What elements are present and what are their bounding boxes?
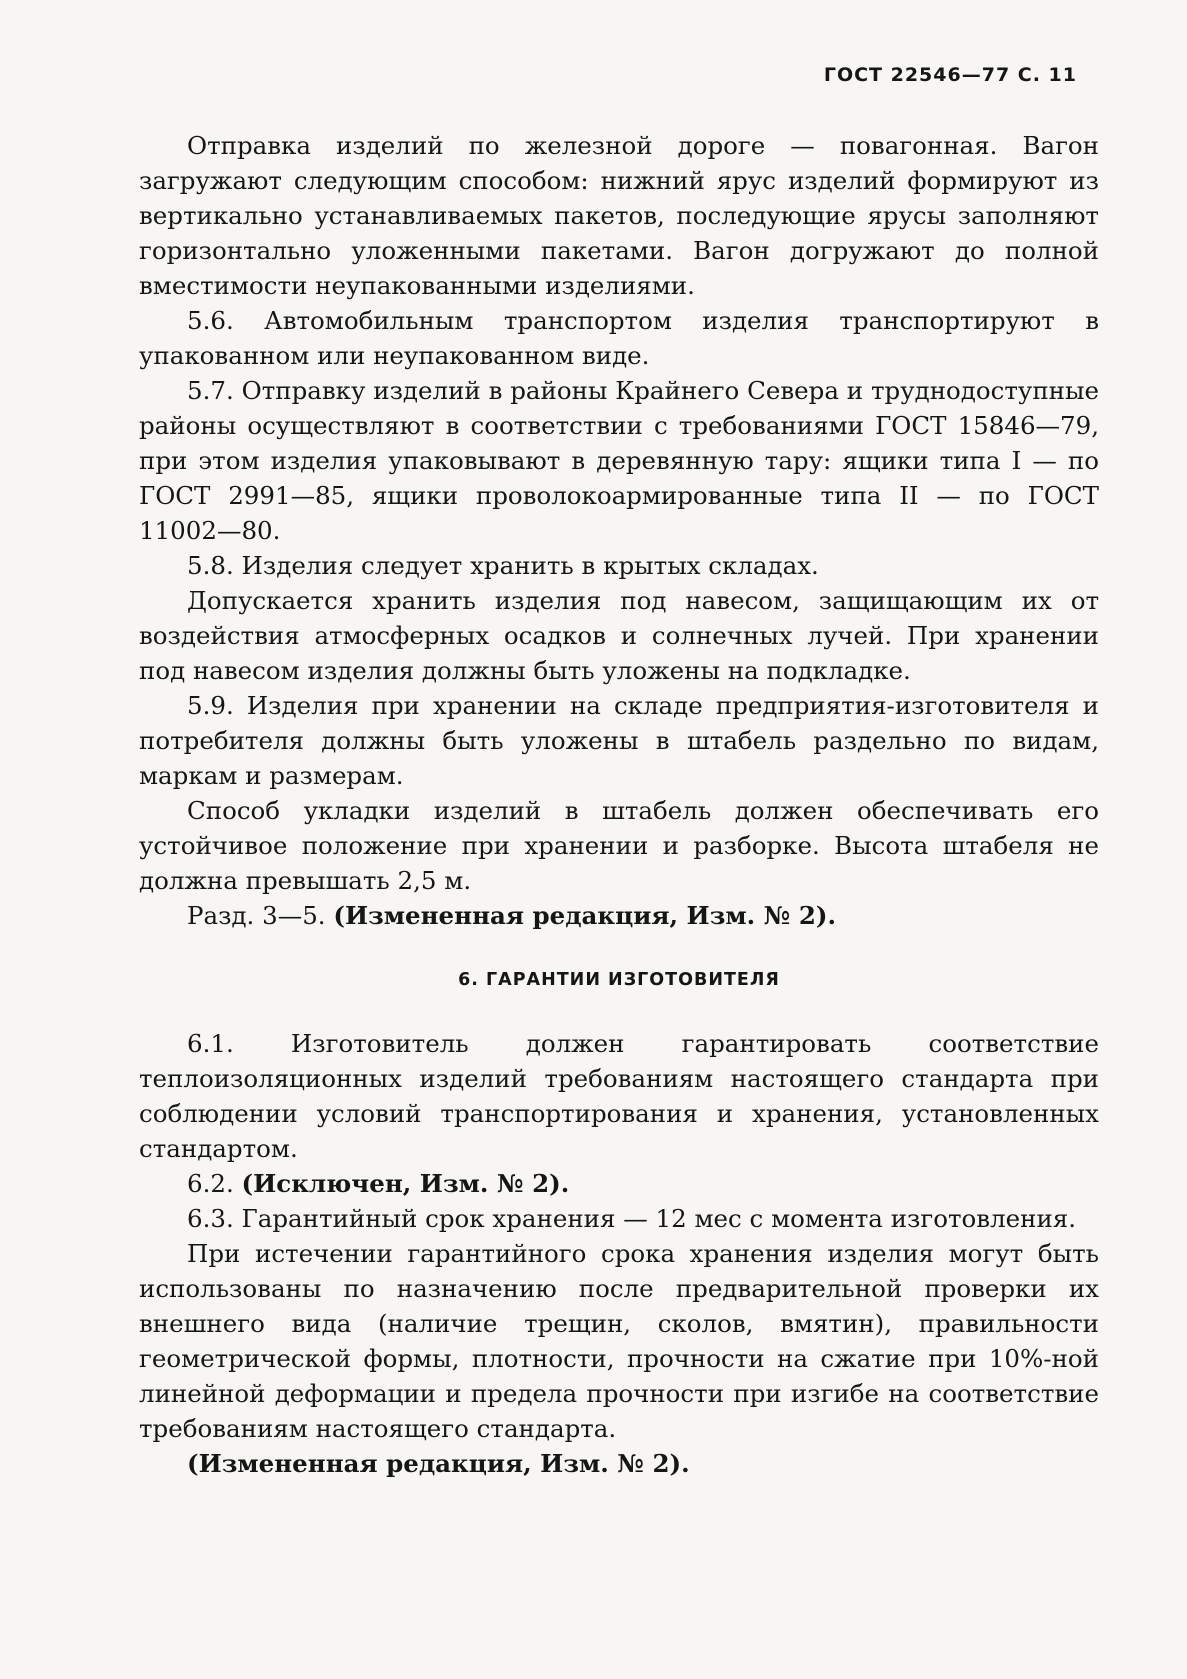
paragraph-5-9: 5.9. Изделия при хранении на складе предприятия-изготовителя и потребителя должны быть уложены в штабель раздельно по видам, маркам и размерам. [139,691,1099,790]
body-text [139,128,1099,1481]
paragraph-rail-shipment: Отправка изделий по железной дороге — повагонная. Вагон загружают следующим способом: нижний ярус изделий формируют из вертикально устанавливаемых пакетов, последующие ярусы заполняют горизонтально уложенными пакетами. Вагон догружают до полной вместимости неупакованными изделиями. [139,131,1099,300]
paragraph-6-1: 6.1. Изготовитель должен гарантировать соответствие теплоизоляционных изделий требованиям настоящего стандарта при соблюдении условий транспортирования и хранения, установленных стандартом. [139,1029,1099,1163]
section-title-6: 6. ГАРАНТИИ ИЗГОТОВИТЕЛЯ [458,970,780,990]
paragraph-6-2 [139,1166,1099,1201]
paragraph-canopy-storage: Допускается хранить изделия под навесом, защищающим их от воздействия атмосферных осадков и солнечных лучей. При хранении под навесом изделия должны быть уложены на подкладке. [139,586,1099,685]
paragraph-5-6: 5.6. Автомобильным транспортом изделия транспортируют в упакованном или неупакованном виде. [139,306,1099,370]
paragraph-6-2-prefix: 6.2. [187,1169,242,1198]
amendment-bold: (Измененная редакция, Изм. № 2). [333,901,837,930]
paragraph-5-8: 5.8. Изделия следует хранить в крытых складах. [187,551,819,580]
amendment-note-section-6: (Измененная редакция, Изм. № 2). [187,1449,690,1478]
amendment-note-sections-3-5 [139,898,1099,933]
running-head: ГОСТ 22546—77 С. 11 [823,64,1077,86]
paragraph-6-2-bold: (Исключен, Изм. № 2). [241,1169,570,1198]
paragraph-stacking: Способ укладки изделий в штабель должен обеспечивать его устойчивое положение при хранении и разборке. Высота штабеля не должна превышать 2,5 м. [139,796,1099,895]
paragraph-after-expiry: При истечении гарантийного срока хранения изделия могут быть использованы по назначению после предварительной проверки их внешнего вида (наличие трещин, сколов, вмятин), правильности геометрической формы, плотности, прочности на сжатие при 10%-ной линейной деформации и предела прочности при изгибе на соответствие требованиям настоящего стандарта. [139,1239,1099,1443]
paragraph-5-7: 5.7. Отправку изделий в районы Крайнего Севера и труднодоступные районы осуществляют в соответствии с требованиями ГОСТ 15846—79, при этом изделия упаковывают в деревянную тару: ящики типа I — по ГОСТ 2991—85, ящики проволокоармированные типа II — по ГОСТ 11002—80. [139,376,1099,545]
amendment-prefix: Разд. 3—5. [187,901,334,930]
paragraph-6-3: 6.3. Гарантийный срок хранения — 12 мес с момента изготовления. [187,1204,1077,1233]
